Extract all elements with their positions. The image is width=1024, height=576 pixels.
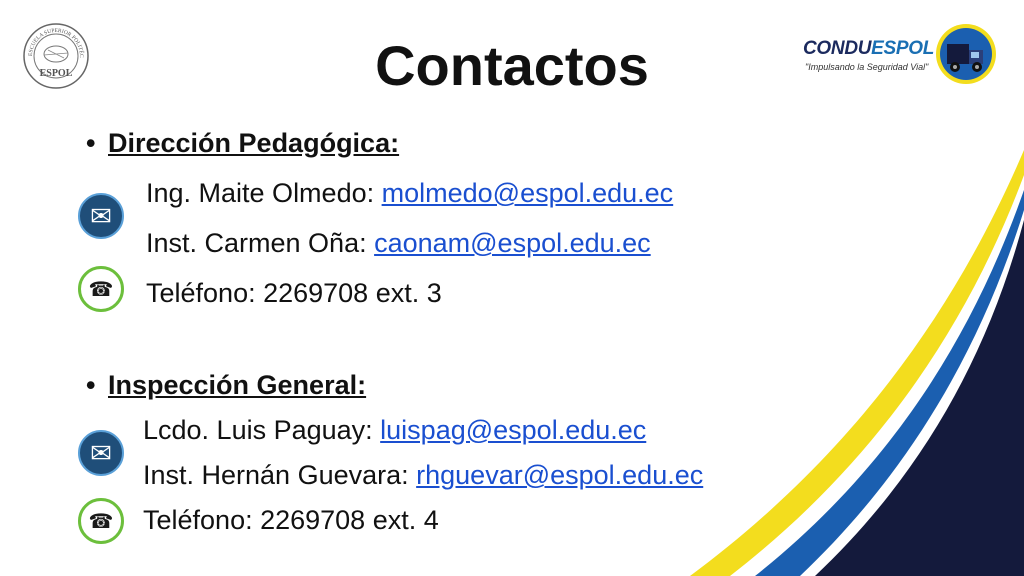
contact-line: Inst. Carmen Oña: caonam@espol.edu.ec [146, 228, 651, 258]
email-link[interactable]: rhguevar@espol.edu.ec [416, 460, 704, 490]
contact-line: Lcdo. Luis Paguay: luispag@espol.edu.ec [143, 415, 647, 445]
email-link[interactable]: luispag@espol.edu.ec [380, 415, 647, 445]
section-heading-pedagogica: • Dirección Pedagógica: [86, 128, 400, 158]
phone-line: Teléfono: 2269708 ext. 3 [146, 278, 442, 308]
logo-name: CONDUESPOL [803, 38, 935, 59]
slide-title: Contactos [375, 34, 649, 97]
seal-top-text: ESCUELA SUPERIOR POLITÉC [27, 27, 85, 58]
envelope-icon: ✉ [78, 430, 124, 476]
envelope-icon: ✉ [78, 193, 124, 239]
seal-bottom-text: ESPOL [39, 68, 73, 79]
truck-icon [931, 22, 1001, 86]
telephone-icon: ☎ [78, 498, 124, 544]
logo-slogan: "Impulsando la Seguridad Vial" [805, 62, 929, 72]
phone-line: Teléfono: 2269708 ext. 4 [143, 505, 439, 535]
telephone-icon: ☎ [78, 266, 124, 312]
contact-line: Inst. Hernán Guevara: rhguevar@espol.edu.ec [143, 460, 704, 490]
conduespol-logo [803, 22, 1003, 86]
email-link[interactable]: molmedo@espol.edu.ec [381, 178, 674, 208]
contact-line: Ing. Maite Olmedo: molmedo@espol.edu.ec [146, 178, 674, 208]
email-link[interactable]: caonam@espol.edu.ec [374, 228, 651, 258]
section-heading-inspeccion: • Inspección General: [86, 370, 367, 400]
